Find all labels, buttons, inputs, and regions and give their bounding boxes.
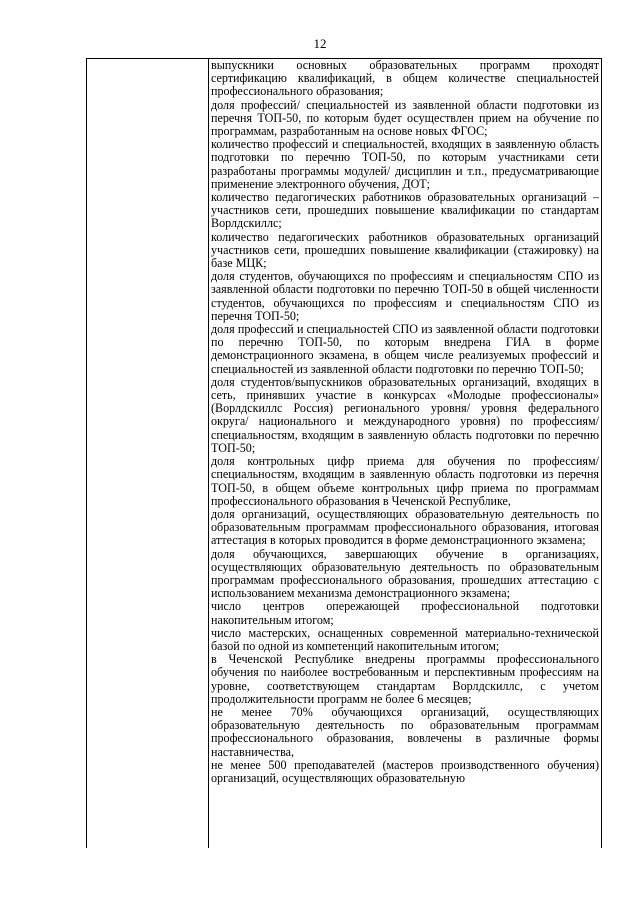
indicator-paragraph: число мастерских, оснащенных современной материально-технической базой по одной из компетенций накопительным итогом; — [211, 625, 599, 653]
indicator-paragraph: в Чеченской Республике внедрены программы профессионального обучения по наиболее востребованным и перспективным профессиям на уровне, соответствующем стандартам Ворлдскиллс, с учетом продолжительности программ не более 6 месяцев; — [211, 652, 599, 706]
indicator-paragraph: доля профессий/ специальностей из заявленной области подготовки из перечня ТОП-50, по которым будет осуществлен прием на обучение по программам, разработанным на основе новых ФГОС; — [211, 97, 599, 139]
indicator-paragraph: доля студентов/выпускников образовательных организаций, входящих в сеть, принявших участие в конкурсах «Молодые профессионалы» (Ворлдскиллс Россия) регионального уровня/ уровня федерального округа/ национального и международного уровня) по профессиям/ специальностям, входящим в заявленную область подготовки по перечню ТОП-50; — [211, 374, 599, 455]
indicator-paragraph: количество профессий и специальностей, входящих в заявленную область подготовки по перечню ТОП-50, по которым участниками сети разработаны программы модулей/ дисциплин и т.п., предусматривающие применение электронного обучения, ДОТ; — [211, 137, 599, 191]
indicator-paragraph: не менее 500 преподавателей (мастеров производственного обучения) организаций, осуществляющих образовательную — [211, 757, 599, 785]
indicator-paragraph: количество педагогических работников образовательных организаций –участников сети, прошедших повышение квалификации по стандартам Ворлдскиллс; — [211, 190, 599, 231]
table-left-column — [87, 59, 209, 848]
indicator-paragraph: доля обучающихся, завершающих обучение в организациях, осуществляющих образовательную деятельность по образовательным программам профессионального образования, прошедших аттестацию с использованием механизма демонстрационного экзамена; — [211, 546, 599, 601]
document-table — [86, 58, 602, 848]
table-text-column — [211, 59, 599, 785]
indicator-paragraph: не менее 70% обучающихся организаций, осуществляющих образовательную деятельность по образовательным программам профессионального образования, вовлечены в различные формы наставничества, — [211, 704, 599, 759]
indicator-paragraph: доля профессий и специальностей СПО из заявленной области подготовки по перечню ТОП-50, по которым внедрена ГИА в форме демонстрационного экзамена, в общем числе реализуемых профессий и специальностей из заявленной области подготовки по перечню ТОП-50; — [211, 322, 599, 376]
indicator-paragraph: выпускники основных образовательных программ проходят сертификацию квалификаций, в общем количестве специальностей профессионального образования; — [211, 58, 599, 99]
indicator-paragraph: доля организаций, осуществляющих образовательную деятельность по образовательным программам профессионального образования, итоговая аттестация в которых проводится в форме демонстрационного экзамена; — [211, 506, 599, 548]
indicator-paragraph: число центров опережающей профессиональной подготовки накопительным итогом; — [211, 599, 599, 627]
indicator-paragraph: доля студентов, обучающихся по профессиям и специальностям СПО из заявленной области подготовки по перечню ТОП-50 в общей численности студентов, обучающихся по профессиям и специальностям СПО из перечня ТОП-50; — [211, 269, 599, 323]
indicator-paragraph: доля контрольных цифр приема для обучения по профессиям/ специальностям, входящим в заявленную область подготовки из перечня ТОП-50, в общем объеме контрольных цифр приема по программам профессионального образования в Чеченской Республике, — [211, 454, 599, 508]
page-number: 12 — [313, 36, 327, 51]
indicator-paragraph: количество педагогических работников образовательных организаций участников сети, прошедших повышение квалификации (стажировку) на базе МЦК; — [211, 229, 599, 271]
